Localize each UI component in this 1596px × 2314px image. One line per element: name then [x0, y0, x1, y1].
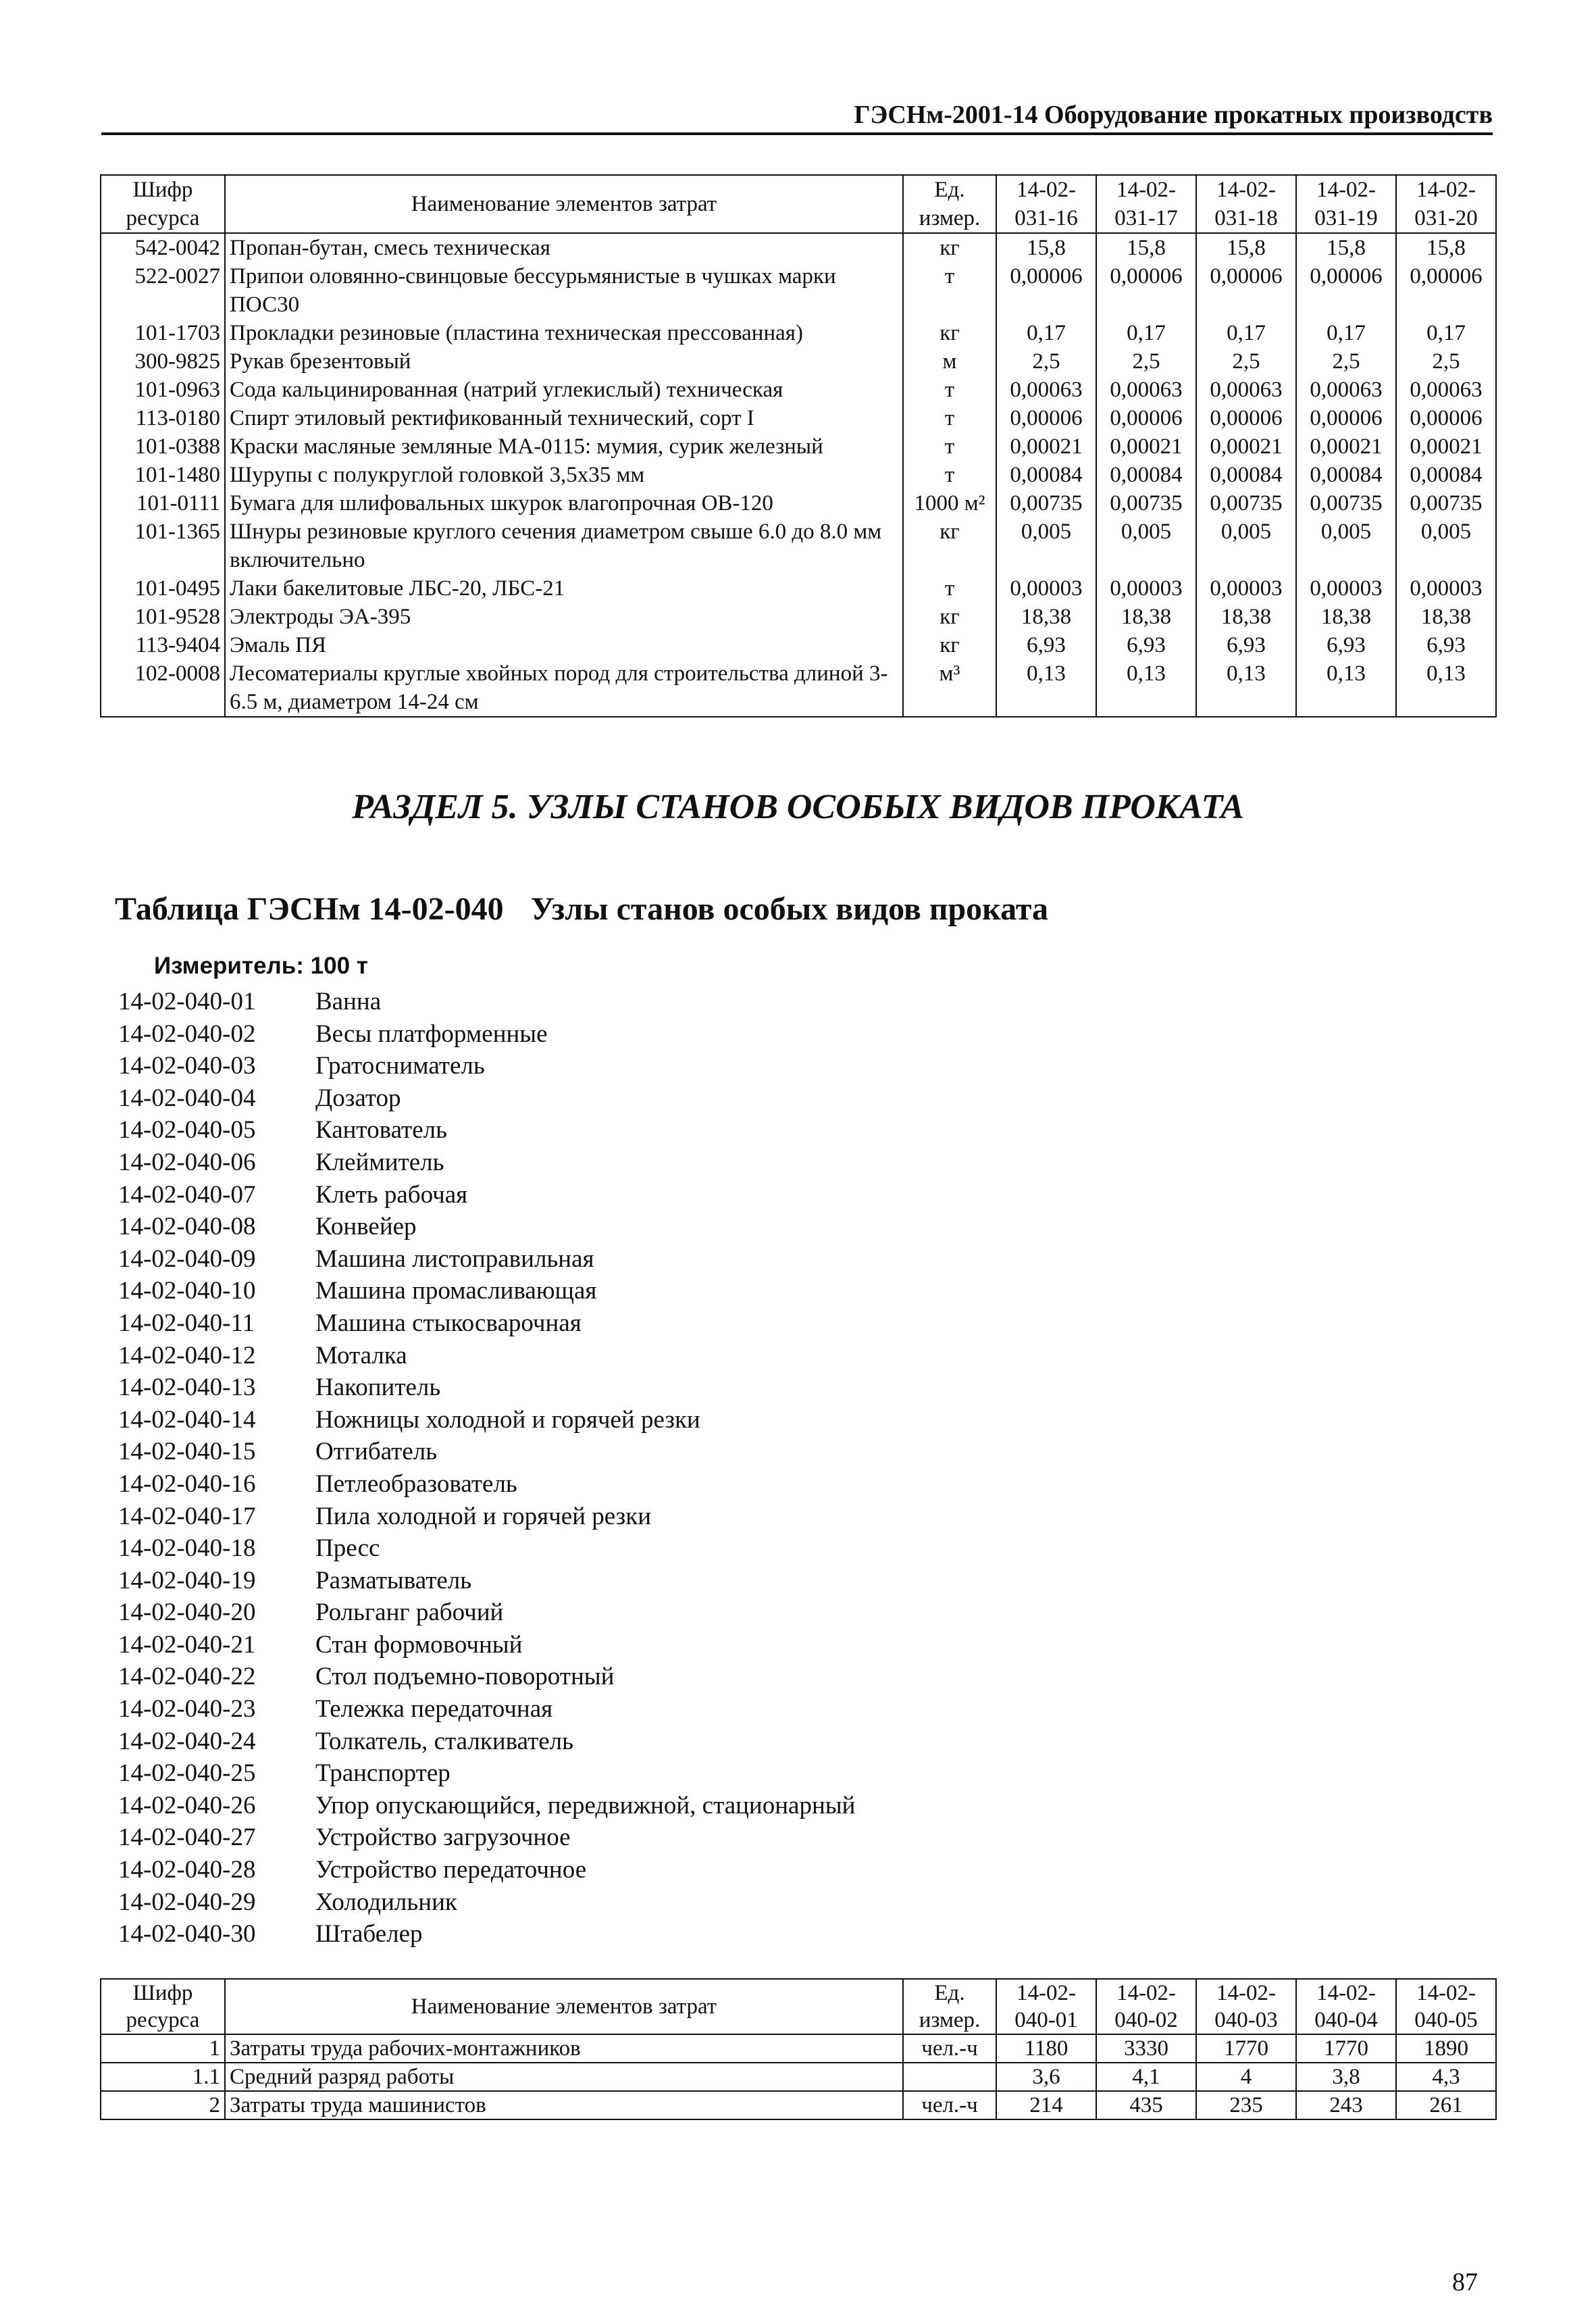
- item-code: 14-02-040-17: [118, 1502, 256, 1530]
- value-cell-2: 15,8: [1096, 233, 1196, 262]
- value-cell-5: 0,00006: [1396, 404, 1496, 432]
- item-name: Кантователь: [315, 1116, 447, 1145]
- value-cell-2: 0,00006: [1096, 262, 1196, 319]
- value-cell-1: 0,005: [996, 518, 1096, 574]
- list-item: [118, 1886, 855, 1919]
- unit-cell: т: [903, 376, 996, 404]
- item-name: Конвейер: [315, 1213, 417, 1241]
- item-name: Весы платформенные: [315, 1020, 548, 1048]
- item-name: Стол подъемно-поворотный: [315, 1663, 615, 1691]
- table-row: [101, 319, 1496, 347]
- item-code: 14-02-040-13: [118, 1374, 256, 1402]
- page-number: 87: [1452, 2268, 1478, 2296]
- value-cell-5: 0,00006: [1396, 262, 1496, 319]
- value-cell-2: 0,13: [1096, 659, 1196, 717]
- resource-name-cell: Спирт этиловый ректификованный технический, сорт I: [225, 404, 903, 432]
- resource-name-cell: Прокладки резиновые (пластина техническая прессованная): [225, 319, 903, 347]
- item-code: 14-02-040-10: [118, 1277, 256, 1305]
- value-cell-4: 0,00735: [1296, 489, 1396, 518]
- value-cell-2: 0,00006: [1096, 404, 1196, 432]
- value-cell-3: 0,00063: [1196, 376, 1296, 404]
- table-row: [101, 518, 1496, 574]
- item-name: Транспортер: [315, 1759, 451, 1788]
- item-code: 14-02-040-16: [118, 1469, 256, 1498]
- item-code: 14-02-040-19: [118, 1566, 256, 1594]
- list-item: [118, 1629, 855, 1661]
- resource-code-cell: 101-9528: [101, 603, 225, 631]
- item-name: Отгибатель: [315, 1438, 438, 1466]
- value-cell-1: 0,00003: [996, 574, 1096, 603]
- value-cell-3: 6,93: [1196, 631, 1296, 659]
- col-header-name: Наименование элементов затрат: [225, 175, 903, 233]
- unit-cell: кг: [903, 603, 996, 631]
- item-code: 14-02-040-22: [118, 1663, 256, 1691]
- value-cell-2: 0,00003: [1096, 574, 1196, 603]
- list-item: [118, 1243, 855, 1276]
- value-cell-1: 6,93: [996, 631, 1096, 659]
- unit-cell: кг: [903, 319, 996, 347]
- list-item: [118, 1918, 855, 1951]
- unit-cell: т: [903, 574, 996, 603]
- list-item: [118, 1596, 855, 1629]
- value-cell-1: 1180: [996, 2034, 1096, 2063]
- list-item: [118, 1082, 855, 1115]
- value-cell-5: 0,00084: [1396, 461, 1496, 489]
- resource-name-cell: Электроды ЭА-395: [225, 603, 903, 631]
- item-code: 14-02-040-05: [118, 1116, 256, 1145]
- item-code: 14-02-040-27: [118, 1823, 256, 1852]
- value-cell-4: 18,38: [1296, 603, 1396, 631]
- resource-name-cell: Бумага для шлифовальных шкурок влагопрочная ОВ-120: [225, 489, 903, 518]
- list-item: [118, 1757, 855, 1790]
- value-cell-2: 0,17: [1096, 319, 1196, 347]
- value-cell-5: 6,93: [1396, 631, 1496, 659]
- table-row: [101, 347, 1496, 376]
- item-code: 14-02-040-29: [118, 1888, 256, 1916]
- item-name: Рольганг рабочий: [315, 1599, 504, 1627]
- value-cell-3: 235: [1196, 2091, 1296, 2119]
- table-row: [101, 2034, 1496, 2063]
- item-name: Пресс: [315, 1534, 380, 1563]
- unit-cell: кг: [903, 233, 996, 262]
- resource-name-cell: Припои оловянно-свинцовые бессурьмянистые в чушках марки ПОС30: [225, 262, 903, 319]
- resource-code-cell: 101-0111: [101, 489, 225, 518]
- value-cell-5: 0,00021: [1396, 432, 1496, 461]
- list-item: [118, 1307, 855, 1340]
- item-code: 14-02-040-07: [118, 1180, 256, 1209]
- item-name: Холодильник: [315, 1888, 457, 1916]
- value-cell-3: 0,005: [1196, 518, 1296, 574]
- item-code: 14-02-040-14: [118, 1405, 256, 1434]
- unit-cell: т: [903, 432, 996, 461]
- table-title-name: Узлы станов особых видов проката: [530, 891, 1049, 927]
- work-item-list: [118, 986, 855, 1951]
- resource-name-cell: Шнуры резиновые круглого сечения диаметром свыше 6.0 до 8.0 мм включительно: [225, 518, 903, 574]
- col-header-code: Шифр ресурса: [101, 175, 225, 233]
- value-cell-1: 15,8: [996, 233, 1096, 262]
- resource-name-cell: Сода кальцинированная (натрий углекислый) техническая: [225, 376, 903, 404]
- list-item: [118, 1340, 855, 1372]
- value-cell-1: 3,6: [996, 2063, 1096, 2091]
- unit-cell: кг: [903, 631, 996, 659]
- item-name: Дозатор: [315, 1084, 401, 1112]
- item-code: 14-02-040-21: [118, 1630, 256, 1659]
- item-code: 14-02-040-11: [118, 1309, 255, 1337]
- table-row: [101, 432, 1496, 461]
- table-row: [101, 574, 1496, 603]
- resource-code-cell: 522-0027: [101, 262, 225, 319]
- value-cell-2: 0,00735: [1096, 489, 1196, 518]
- value-cell-4: 0,00006: [1296, 262, 1396, 319]
- col-header-2: 14-02-031-17: [1096, 175, 1196, 233]
- value-cell-3: 0,00084: [1196, 461, 1296, 489]
- list-item: [118, 1179, 855, 1211]
- unit-cell: чел.-ч: [903, 2091, 996, 2119]
- unit-cell: [903, 2063, 996, 2091]
- list-item: [118, 986, 855, 1018]
- value-cell-2: 0,00063: [1096, 376, 1196, 404]
- value-cell-4: 15,8: [1296, 233, 1396, 262]
- item-code: 14-02-040-25: [118, 1759, 256, 1788]
- value-cell-3: 4: [1196, 2063, 1296, 2091]
- value-cell-3: 2,5: [1196, 347, 1296, 376]
- value-cell-5: 0,00003: [1396, 574, 1496, 603]
- resource-name-cell: Лаки бакелитовые ЛБС-20, ЛБС-21: [225, 574, 903, 603]
- unit-cell: т: [903, 461, 996, 489]
- value-cell-4: 0,13: [1296, 659, 1396, 717]
- value-cell-2: 435: [1096, 2091, 1196, 2119]
- col-header-4: 14-02-040-04: [1296, 1979, 1396, 2034]
- table-row: [101, 233, 1496, 262]
- resource-code-cell: 542-0042: [101, 233, 225, 262]
- value-cell-1: 0,17: [996, 319, 1096, 347]
- value-cell-2: 2,5: [1096, 347, 1196, 376]
- unit-cell: кг: [903, 518, 996, 574]
- value-cell-1: 214: [996, 2091, 1096, 2119]
- value-cell-1: 0,00063: [996, 376, 1096, 404]
- value-cell-3: 0,00021: [1196, 432, 1296, 461]
- item-name: Устройство передаточное: [315, 1856, 587, 1884]
- value-cell-1: 0,00006: [996, 404, 1096, 432]
- value-cell-2: 18,38: [1096, 603, 1196, 631]
- value-cell-3: 1770: [1196, 2034, 1296, 2063]
- value-cell-2: 6,93: [1096, 631, 1196, 659]
- unit-cell: т: [903, 262, 996, 319]
- col-header-3: 14-02-031-18: [1196, 175, 1296, 233]
- resource-code-cell: 300-9825: [101, 347, 225, 376]
- unit-cell: м: [903, 347, 996, 376]
- resource-name-cell: Шурупы с полукруглой головкой 3,5х35 мм: [225, 461, 903, 489]
- item-code: 14-02-040-28: [118, 1856, 256, 1884]
- unit-cell: т: [903, 404, 996, 432]
- col-header-5: 14-02-031-20: [1396, 175, 1496, 233]
- value-cell-4: 0,17: [1296, 319, 1396, 347]
- measurer: Измеритель: 100 т: [154, 953, 368, 979]
- value-cell-1: 0,00735: [996, 489, 1096, 518]
- resource-name-cell: Эмаль ПЯ: [225, 631, 903, 659]
- col-header-unit: Ед. измер.: [903, 175, 996, 233]
- list-item: [118, 1275, 855, 1307]
- table-row: [101, 404, 1496, 432]
- value-cell-1: 0,13: [996, 659, 1096, 717]
- resource-code-cell: 101-1703: [101, 319, 225, 347]
- resource-name-cell: Лесоматериалы круглые хвойных пород для строительства длиной 3-6.5 м, диаметром 14-24 см: [225, 659, 903, 717]
- list-item: [118, 1147, 855, 1179]
- list-item: [118, 1114, 855, 1147]
- item-code: 14-02-040-30: [118, 1920, 256, 1948]
- item-code: 14-02-040-04: [118, 1084, 256, 1112]
- table-row: [101, 631, 1496, 659]
- value-cell-4: 243: [1296, 2091, 1396, 2119]
- resource-code-cell: 101-0963: [101, 376, 225, 404]
- value-cell-5: 0,00735: [1396, 489, 1496, 518]
- list-item: [118, 1211, 855, 1243]
- value-cell-3: 0,00735: [1196, 489, 1296, 518]
- list-item: [118, 1693, 855, 1726]
- item-code: 14-02-040-06: [118, 1148, 256, 1176]
- value-cell-4: 3,8: [1296, 2063, 1396, 2091]
- list-item: [118, 1661, 855, 1693]
- value-cell-4: 0,005: [1296, 518, 1396, 574]
- item-name: Упор опускающийся, передвижной, стационарный: [315, 1791, 856, 1819]
- list-item: [118, 1532, 855, 1565]
- list-item: [118, 1854, 855, 1886]
- item-name: Клеть рабочая: [315, 1180, 468, 1209]
- resource-code-cell: 101-0495: [101, 574, 225, 603]
- col-header-unit: Ед. измер.: [903, 1979, 996, 2034]
- value-cell-3: 0,00006: [1196, 404, 1296, 432]
- value-cell-5: 0,17: [1396, 319, 1496, 347]
- resource-code-cell: 113-0180: [101, 404, 225, 432]
- item-name: Толкатель, сталкиватель: [315, 1727, 574, 1755]
- value-cell-5: 18,38: [1396, 603, 1496, 631]
- resource-code-cell: 102-0008: [101, 659, 225, 717]
- list-item: [118, 1501, 855, 1533]
- item-code: 14-02-040-08: [118, 1213, 256, 1241]
- value-cell-5: 0,005: [1396, 518, 1496, 574]
- value-cell-3: 0,13: [1196, 659, 1296, 717]
- item-name: Накопитель: [315, 1374, 441, 1402]
- resource-name-cell: Затраты труда рабочих-монтажников: [225, 2034, 903, 2063]
- resource-code-cell: 101-0388: [101, 432, 225, 461]
- resource-table-031: [100, 174, 1497, 718]
- value-cell-4: 0,00084: [1296, 461, 1396, 489]
- table-row: [101, 2063, 1496, 2091]
- value-cell-3: 0,00006: [1196, 262, 1296, 319]
- table-row: [101, 262, 1496, 319]
- list-item: [118, 1821, 855, 1854]
- list-item: [118, 1468, 855, 1501]
- item-name: Машина листоправильная: [315, 1244, 594, 1273]
- value-cell-1: 0,00021: [996, 432, 1096, 461]
- item-name: Пила холодной и горячей резки: [315, 1502, 652, 1530]
- value-cell-2: 3330: [1096, 2034, 1196, 2063]
- table-row: [101, 461, 1496, 489]
- table-row: [101, 2091, 1496, 2119]
- resource-name-cell: Средний разряд работы: [225, 2063, 903, 2091]
- item-code: 14-02-040-18: [118, 1534, 256, 1563]
- unit-cell: м³: [903, 659, 996, 717]
- value-cell-1: 2,5: [996, 347, 1096, 376]
- value-cell-4: 6,93: [1296, 631, 1396, 659]
- resource-code-cell: 1: [101, 2034, 225, 2063]
- col-header-3: 14-02-040-03: [1196, 1979, 1296, 2034]
- value-cell-5: 0,00063: [1396, 376, 1496, 404]
- item-code: 14-02-040-01: [118, 988, 256, 1015]
- item-name: Машина стыкосварочная: [315, 1309, 582, 1337]
- unit-cell: 1000 м²: [903, 489, 996, 518]
- item-name: Устройство загрузочное: [315, 1823, 571, 1852]
- value-cell-4: 0,00003: [1296, 574, 1396, 603]
- value-cell-4: 0,00021: [1296, 432, 1396, 461]
- item-name: Ножницы холодной и горячей резки: [315, 1405, 700, 1434]
- value-cell-3: 0,17: [1196, 319, 1296, 347]
- col-header-name: Наименование элементов затрат: [225, 1979, 903, 2034]
- list-item: [118, 1436, 855, 1468]
- value-cell-1: 18,38: [996, 603, 1096, 631]
- value-cell-4: 2,5: [1296, 347, 1396, 376]
- list-item: [118, 1726, 855, 1758]
- resource-name-cell: Рукав брезентовый: [225, 347, 903, 376]
- item-name: Клеймитель: [315, 1148, 444, 1176]
- value-cell-4: 1770: [1296, 2034, 1396, 2063]
- value-cell-4: 0,00006: [1296, 404, 1396, 432]
- item-name: Разматыватель: [315, 1566, 472, 1594]
- value-cell-1: 0,00006: [996, 262, 1096, 319]
- list-item: [118, 1790, 855, 1822]
- resource-code-cell: 113-9404: [101, 631, 225, 659]
- table-title-code: Таблица ГЭСНм 14-02-040: [115, 891, 504, 927]
- value-cell-5: 261: [1396, 2091, 1496, 2119]
- item-name: Стан формовочный: [315, 1630, 523, 1659]
- section-title: РАЗДЕЛ 5. УЗЛЫ СТАНОВ ОСОБЫХ ВИДОВ ПРОКАТА: [352, 788, 1244, 826]
- list-item: [118, 1050, 855, 1082]
- value-cell-5: 4,3: [1396, 2063, 1496, 2091]
- value-cell-5: 1890: [1396, 2034, 1496, 2063]
- resource-name-cell: Затраты труда машинистов: [225, 2091, 903, 2119]
- item-code: 14-02-040-24: [118, 1727, 256, 1755]
- col-header-1: 14-02-040-01: [996, 1979, 1096, 2034]
- col-header-code: Шифр ресурса: [101, 1979, 225, 2034]
- running-header: ГЭСНм-2001-14 Оборудование прокатных производств: [101, 100, 1493, 135]
- col-header-1: 14-02-031-16: [996, 175, 1096, 233]
- col-header-4: 14-02-031-19: [1296, 175, 1396, 233]
- resource-code-cell: 101-1480: [101, 461, 225, 489]
- item-code: 14-02-040-12: [118, 1341, 256, 1369]
- table-row: [101, 659, 1496, 717]
- item-code: 14-02-040-20: [118, 1599, 256, 1627]
- value-cell-2: 0,00021: [1096, 432, 1196, 461]
- list-item: [118, 1018, 855, 1051]
- value-cell-5: 15,8: [1396, 233, 1496, 262]
- value-cell-2: 4,1: [1096, 2063, 1196, 2091]
- item-code: 14-02-040-15: [118, 1438, 256, 1466]
- value-cell-4: 0,00063: [1296, 376, 1396, 404]
- item-name: Машина промасливающая: [315, 1277, 597, 1305]
- item-code: 14-02-040-09: [118, 1244, 256, 1273]
- item-code: 14-02-040-02: [118, 1020, 256, 1048]
- item-name: Моталка: [315, 1341, 407, 1369]
- table-row: [101, 376, 1496, 404]
- resource-code-cell: 101-1365: [101, 518, 225, 574]
- col-header-2: 14-02-040-02: [1096, 1979, 1196, 2034]
- unit-cell: чел.-ч: [903, 2034, 996, 2063]
- resource-name-cell: Пропан-бутан, смесь техническая: [225, 233, 903, 262]
- table-header-row: [101, 175, 1496, 233]
- value-cell-2: 0,005: [1096, 518, 1196, 574]
- value-cell-5: 0,13: [1396, 659, 1496, 717]
- col-header-5: 14-02-040-05: [1396, 1979, 1496, 2034]
- value-cell-5: 2,5: [1396, 347, 1496, 376]
- resource-table-040: [100, 1978, 1497, 2120]
- resource-name-cell: Краски масляные земляные МА-0115: мумия, сурик железный: [225, 432, 903, 461]
- item-name: Ванна: [315, 988, 382, 1015]
- item-code: 14-02-040-26: [118, 1791, 256, 1819]
- item-name: Гратосниматель: [315, 1052, 485, 1080]
- list-item: [118, 1372, 855, 1404]
- item-name: Тележка передаточная: [315, 1695, 553, 1724]
- list-item: [118, 1404, 855, 1436]
- table-title: [115, 890, 1048, 928]
- list-item: [118, 1565, 855, 1597]
- table-row: [101, 489, 1496, 518]
- resource-code-cell: 1.1: [101, 2063, 225, 2091]
- table-header-row: [101, 1979, 1496, 2034]
- item-name: Петлеобразователь: [315, 1469, 517, 1498]
- value-cell-3: 0,00003: [1196, 574, 1296, 603]
- resource-code-cell: 2: [101, 2091, 225, 2119]
- table-row: [101, 603, 1496, 631]
- item-name: Штабелер: [315, 1920, 423, 1948]
- value-cell-3: 15,8: [1196, 233, 1296, 262]
- value-cell-1: 0,00084: [996, 461, 1096, 489]
- item-code: 14-02-040-23: [118, 1695, 256, 1724]
- value-cell-3: 18,38: [1196, 603, 1296, 631]
- item-code: 14-02-040-03: [118, 1052, 256, 1080]
- value-cell-2: 0,00084: [1096, 461, 1196, 489]
